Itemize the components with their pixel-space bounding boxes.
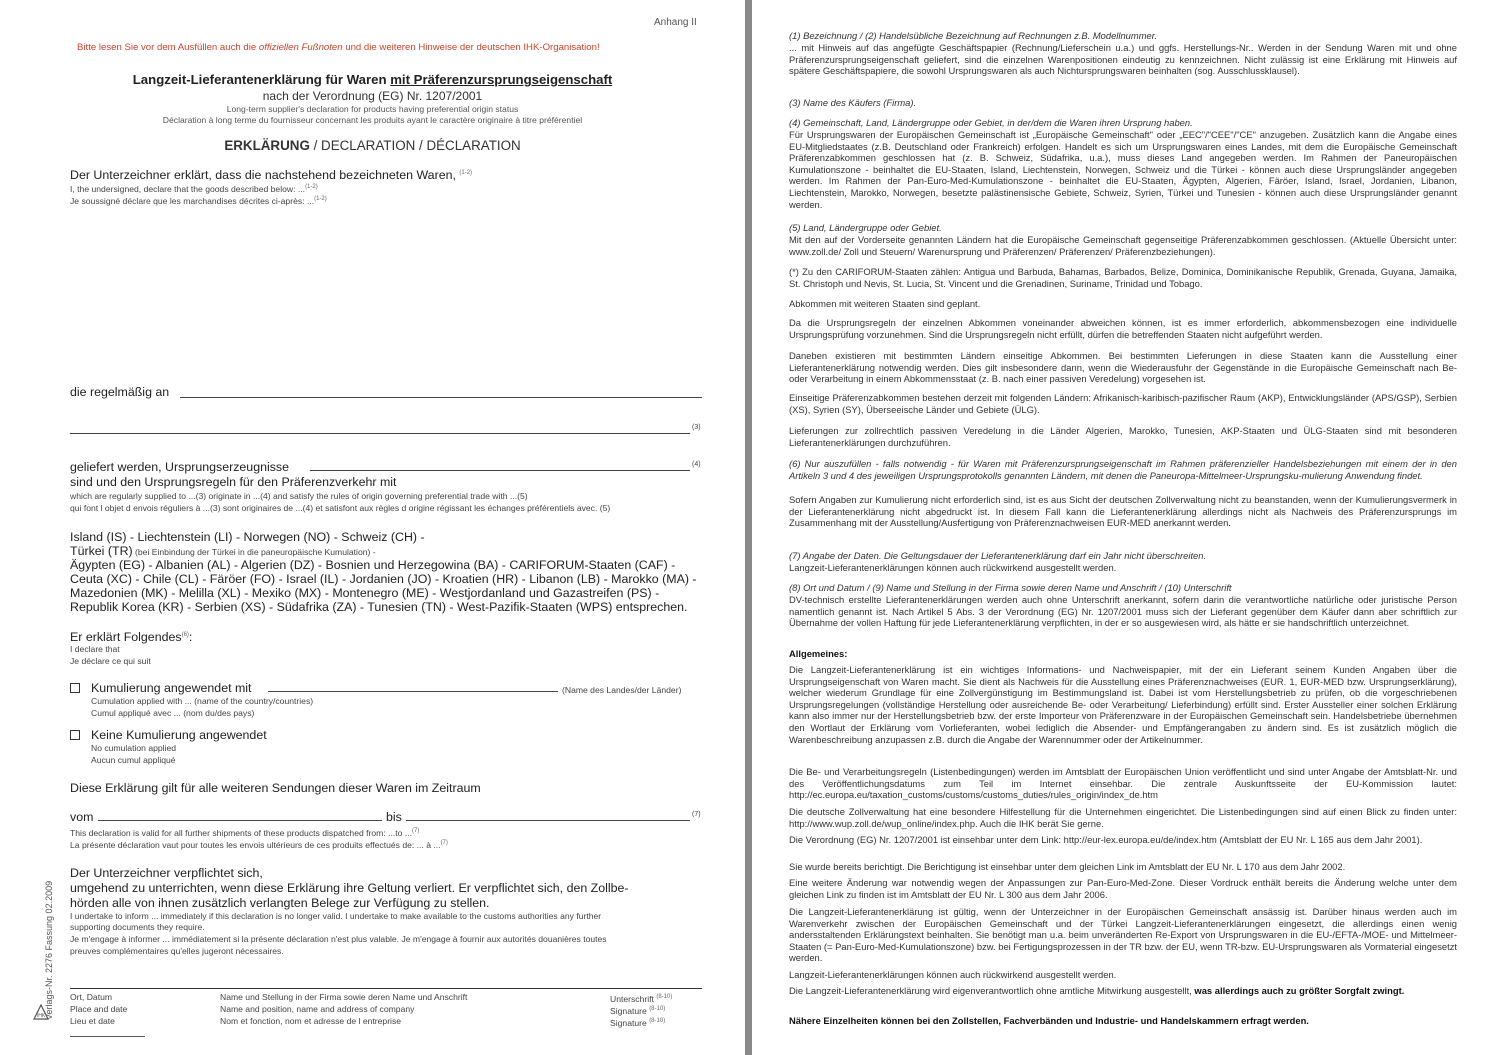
footnote-paragraph: (6) Nur auszufüllen - falls notwendig - für Waren mit Präferenzursprungseigenschaft im Rahmen präferenzieller Handelsbeziehungen mit einem der in den Artikeln 3 und 4 des jeweiligen Ursprungsprotokolls genannten Ländern, mit denen die Paneuropa-Mittelmeer-Ursprungsku-mulierung Anwendung findet.: [789, 458, 1457, 481]
declares-fr: Je déclare ce qui suit: [70, 656, 151, 666]
rules-en: which are regularly supplied to ...(3) originate in ...(4) and satisfy the rules of origin governing preferential trade with ...(5): [70, 491, 528, 501]
delivered-label: geliefert werden, Ursprungserzeugnisse: [70, 460, 290, 474]
sig-sign-de: Unterschrift $^{(8-10)}$: [610, 993, 673, 1004]
footnote-paragraph: Da die Ursprungsregeln der einzelnen Abkommen voneinander abweichen können, ist es immer erforderlich, abkommensbezogen eine individuelle Ursprungsprüfung vorzunehmen. Sind die Ursprungsregeln nicht erfüllt, dürfen die betreffenden Staaten nicht aufgeführt werden.: [789, 317, 1457, 340]
form-subtitle-fr: Déclaration à long terme du fournisseur concernant les produits ayant le caractère originaire à titre préférentiel: [162, 115, 583, 125]
footnote-paragraph: Die Be- und Verarbeitungsregeln (Listenbedingungen) werden im Amtsblatt der Europäischen Union veröffentlicht und sind unter Angabe der Amtsblatt-Nr. und des Veröffentlichungsdatums zum Teil im Internet einsehbar. Die zentrale Auskunftsseite der EU-Kommission lautet: http://ec.europa.eu/taxation_customs/customs/customs_duties/rules_origin/index_de.htm: [789, 766, 1457, 801]
declares-label: Er erklärt Folgendes$^{(6)}$:: [70, 630, 193, 645]
undertake-line-1: Der Unterzeichner verpflichtet sich,: [70, 866, 263, 880]
cumulation-note: (Name des Landes/der Länder): [562, 685, 682, 695]
footnote-7: (7): [692, 811, 701, 818]
cumulation-country-line[interactable]: [268, 691, 558, 692]
footnote-paragraph: (*) Zu den CARIFORUM-Staaten zählen: Antigua und Barbuda, Bahamas, Barbados, Belize, Dominica, Dominikanische Republik, Grenada, Guyana, Jamaika, St. Christoph und Nevis, St. Lucia, St. Vincent und die Grenadinen, Suriname, Trinidad und Tobago.: [789, 266, 1457, 289]
countries-line-1: Island (IS) - Liechtenstein (LI) - Norwegen (NO) - Schweiz (CH) -: [70, 530, 425, 544]
to-date-line[interactable]: [406, 820, 690, 821]
footnote-paragraph: Sie wurde bereits berichtigt. Die Berichtigung ist einsehbar unter dem gleichen Link im Amtsblatt der EU Nr. L 170 aus dem Jahr 2002.: [789, 861, 1346, 872]
footnote-paragraph: Lieferungen zur zollrechtlich passiven Veredelung in die Länder Algerien, Marokko, Tunesien, AKP-Staaten und ÜLG-Staaten sind mit besonderen Lieferantenerklärungen durchzuführen.: [789, 425, 1457, 448]
sig-place-fr: Lieu et date: [70, 1016, 115, 1026]
footnote-paragraph: Einseitige Präferenzabkommen bestehen derzeit mit folgenden Ländern: Afrikanisch-karibisch-pazifischer Raum (AKP), Entwicklungsländer (APS/GSP), Serbien (XS), Syrien (SY), Überseeische Länder und Gebiete (ÜLG).: [789, 392, 1457, 415]
footnote-paragraph: Die Verordnung (EG) Nr. 1207/2001 ist einsehbar unter dem Link: http://eur-lex.europa.eu/de/index.htm (Amtsblatt der EU Nr. L 165 aus dem Jahr 2001).: [789, 834, 1423, 845]
undertake-line-3: hörden alle von ihnen zusätzlich verlangten Belege zur Verfügung zu stellen.: [70, 896, 490, 910]
orange-notice: Bitte lesen Sie vor dem Ausfüllen auch die offiziellen Fußnoten und die weiteren Hinweise der deutschen IHK-Organisation!: [77, 42, 600, 53]
form-subtitle-en: Long-term supplier's declaration for products having preferential origin status: [226, 104, 519, 114]
footnote-paragraph: Mit den auf der Vorderseite genannten Ländern hat die Europäische Gemeinschaft gegenseitige Präferenzabkommen geschlossen. (Aktuelle Übersicht unter: www.zoll.de/ Zoll und Steuern/ Warenursprung und Präferenzen/ Präferenzen/ Präferenzbeziehungen).: [789, 234, 1457, 257]
page-divider: [745, 0, 752, 1055]
countries-line-3: Ägypten (EG) - Albanien (AL) - Algerien (DZ) - Bosnien und Herzegowina (BA) - CARIFORUM-Staaten (CAF) -: [70, 558, 676, 572]
goods-description-field[interactable]: [70, 205, 702, 375]
footnote-4: (4): [692, 461, 701, 468]
footnote-paragraph: (3) Name des Käufers (Firma).: [789, 97, 917, 108]
annex-label: Anhang II: [654, 17, 697, 28]
no-cumulation-label: Keine Kumulierung angewendet: [91, 728, 267, 742]
sig-sign-en: Signature $^{(8-10)}$: [610, 1005, 666, 1016]
footnote-paragraph: Abkommen mit weiteren Staaten sind geplant.: [789, 298, 981, 309]
cumulation-label: Kumulierung angewendet mit: [91, 681, 252, 695]
footnote-paragraph: (1) Bezeichnung / (2) Handelsübliche Bezeichnung auf Rechnungen z.B. Modellnummer.: [789, 30, 1158, 41]
footnote-paragraph: Daneben existieren mit bestimmten Ländern einseitige Abkommen. Bei bestimmten Lieferungen in diese Staaten kann die Ausstellung einer Lieferantenerklärung notwendig werden. Dies gilt insbesondere dann, wenn die Wiederausfuhr der Gegenstände in die Europäische Gemeinschaft nach Be- oder Verarbeitung in einem Abkommensstaat (z. B. nach einer passiven Veredelung) vorgesehen ist.: [789, 350, 1457, 385]
cumulation-en: Cumulation applied with ... (name of the country/countries): [91, 696, 314, 706]
validity-label: Diese Erklärung gilt für alle weiteren Sendungen dieser Waren im Zeitraum: [70, 781, 481, 795]
footnote-paragraph: Die Langzeit-Lieferantenerklärung wird eigenverantwortlich ohne amtliche Mitwirkung ausgestellt, was allerdings auch zu größter Sorgfalt zwingt.: [789, 985, 1405, 996]
form-front-page: [0, 0, 745, 1055]
sig-place-de: Ort, Datum: [70, 992, 113, 1002]
footnote-paragraph: Allgemeines:: [789, 648, 848, 659]
footnote-3: (3): [692, 424, 701, 431]
publisher-side-text: Verlags-Nr. 2276 Fassung 02.2009: [44, 880, 54, 1020]
footnote-paragraph: Die Langzeit-Lieferantenerklärung ist gültig, wenn der Unterzeichner in der Europäischen Gemeinschaft ansässig ist. Darüber hinaus werden auch im Warenverkehr zwischen der Europäischen Gemeinschaft und der Türkei Langzeit-Lieferantenerklärungen eingesetzt, die allerdings einen wenig andersstaltenden Erklärungstext beinhalten. Sie benötigt man u.a. beim unveränderten Re-Export von Ursprungswaren in die EU-/EFTA-/MOE- und Mittelmeer-Staaten (= Pan-Euro-Med-Kumulationszone) bzw. bei Fertigungsprozessen in der TR bzw. der EU, wenn TR-bzw. EU-Ursprungswaren als Vormaterial eingesetzt werden.: [789, 906, 1457, 964]
rules-fr: qui font l objet d envois réguliers à ...(3) sont originaires de ...(4) et satisfont aux règles d origine régissant les échanges préférentiels avec. (5): [70, 503, 611, 513]
rules-label: sind und den Ursprungsregeln für den Präferenzverkehr mit: [70, 475, 397, 489]
intro-en: I, the undersigned, declare that the goods described below: ...$^{(1-2)}$: [70, 183, 318, 194]
form-title: Langzeit-Lieferantenerklärung für Waren mit Präferenzursprungseigenschaft: [132, 72, 613, 87]
sig-name-en: Name and position, name and address of company: [220, 1004, 415, 1014]
origin-line[interactable]: [310, 470, 690, 471]
sig-name-de: Name und Stellung in der Firma sowie deren Name und Anschrift: [220, 992, 468, 1002]
no-cumulation-checkbox[interactable]: [70, 730, 80, 740]
validity-fr: La présente déclaration vaut pour toutes les envois ultérieurs de ces produits effectués de: ... à ...$^{(7)}$: [70, 839, 448, 850]
undertake-fr-1: Je m'engage à informer ... immédiatement si la présente déclaration n'est plus valable. Je m'engage à fournir aux autorités douanières toutes: [70, 934, 607, 944]
form-subtitle: nach der Verordnung (EG) Nr. 1207/2001: [262, 89, 483, 103]
countries-line-6: Republik Korea (KR) - Serbien (XS) - Südafrika (ZA) - Tunesien (TN) - West-Pazifik-Staaten (WPS) entsprechen.: [70, 600, 688, 614]
footnote-paragraph: Eine weitere Änderung war notwendig wegen der Anpassungen zur Pan-Euro-Med-Zone. Dieser Vordruck enthält bereits die Änderung welche unter dem gleichen Link zu finden ist im Amtsblatt der EU Nr. L 300 aus dem Jahr 2006.: [789, 877, 1457, 900]
regularly-label: die regelmäßig an: [70, 385, 170, 399]
footnote-paragraph: (7) Angabe der Daten. Die Geltungsdauer der Lieferantenerklärung darf ein Jahr nicht überschreiten.: [789, 550, 1207, 561]
undertake-fr-2: preuves complémentaires qu'elles jugeront nécessaires.: [70, 946, 284, 956]
footnote-paragraph: Sofern Angaben zur Kumulierung nicht erforderlich sind, ist es aus Sicht der deutschen Zollverwaltung nicht zu beanstanden, wenn der Kumulierungsvermerk in der Lieferantenerklärung nicht abgedruckt ist. In diesem Fall kann die Lieferantenerklärung allerdings nicht als Nachweis des Präferenzursprungs im Zusammenhang mit der Ausstellung/Ausfertigung von Präferenznachweisen EUR-MED anerkannt werden.: [789, 494, 1457, 529]
to-label: bis: [386, 810, 402, 824]
sig-name-fr: Nom et fonction, nom et adresse de l entreprise: [220, 1016, 402, 1026]
footnote-paragraph: Die Langzeit-Lieferantenerklärung ist ein wichtiges Informations- und Nachweispapier, mit der ein Lieferant seinem Kunden Angaben über die Ursprungseigenschaft von Waren macht. Sie dient als Nachweis für die Ausstellung eines Präferenznachweises (EUR. 1, EUR-MED bzw. Ursprungserklärung), welcher wiederum Grundlage für eine Zollvergünstigung im Bestimmungsland ist. Dabei ist vom Herstellungsbetrieb zu prüfen, ob die vorgeschriebenen Ursprungsregelungen (vollständige Herstellung oder ausreichende Be- oder Verarbeitung/ Lieferbindung) erfüllt sind. Erster Aussteller einer solchen Erklärung kann also immer nur der Herstellungsbetrieb bzw. der erste Importeur von Präferenzware in der Europäischen Gemeinschaft sein. Handelsbetriebe übernehmen den Wortlaut der Erklärung vom Vorlieferanten, wobei lediglich die Absender- und Empfängerangaben zu ändern sind. Es ist zusätzlich möglich die Warenbeschreibung anzupassen z.B. durch die Angabe der Warennummer oder der Artikelnummer.: [789, 664, 1457, 745]
declaration-heading: ERKLÄRUNG / DECLARATION / DÉCLARATION: [224, 138, 521, 153]
countries-line-2: Türkei (TR) (bei Einbindung der Türkei in die paneuropäische Kumulation) -: [70, 544, 376, 558]
footnote-paragraph: (4) Gemeinschaft, Land, Ländergruppe oder Gebiet, in der/dem die Waren ihren Ursprung haben.: [789, 117, 1193, 128]
footnote-paragraph: ... mit Hinweis auf das angefügte Geschäftspapier (Rechnung/Lieferschein u.a.) und ggfs. Herstellungs-Nr.. Werden in der Sendung Waren mit und ohne Präferenzursprungseigenschaft geliefert, sind die einzelnen Warenpositionen eindeutig zu kennzeichnen. Nicht zulässig ist eine Erklärung mit Hinweis auf spätere Geschäftspapiere, die sowohl Ursprungswaren als auch Nichtursprungswaren beinhalten (sog. Ausschlussklausel).: [789, 42, 1457, 77]
short-rule: [70, 1036, 145, 1037]
footnote-paragraph: (8) Ort und Datum / (9) Name und Stellung in der Firma sowie deren Name und Anschrift / (10) Unterschrift: [789, 582, 1232, 593]
countries-line-4: Ceuta (XC) - Chile (CL) - Färöer (FO) - Israel (IL) - Jordanien (JO) - Kroatien (HR) - Libanon (LB) - Marokko (MA) -: [70, 572, 697, 586]
intro-fr: Je soussigné déclare que les marchandises décrites ci-après: ...$^{(1-2)}$: [70, 195, 327, 206]
validity-en: This declaration is valid for all further shipments of these products dispatched from: ...to ...$^{(7)}$: [70, 827, 420, 838]
no-cumulation-en: No cumulation applied: [91, 743, 177, 753]
from-date-line[interactable]: [98, 820, 382, 821]
no-cumulation-fr: Aucun cumul appliqué: [91, 755, 176, 765]
footnote-paragraph: DV-technisch erstellte Lieferantenerklärungen werden auch ohne Unterschrift anerkannt, sofern darin die verantwortliche natürliche oder juristische Person namentlich genannt ist. Nach Artikel 5 Abs. 3 der Verordnung (EG) Nr. 1207/2001 muss sich der Lieferant gegenüber dem Käufer dann aber schriftlich zur Übernahme der vollen Haftung für jede Lieferantenerklärung verpflichten, in der er so ausgewiesen wird, als hätte er sie handschriftlich unterzeichnet.: [789, 594, 1457, 629]
countries-line-5: Mazedonien (MK) - Melilla (XL) - Mexiko (MX) - Montenegro (ME) - Westjordanland und Gazastreifen (PS) -: [70, 586, 660, 600]
recipient-line-2[interactable]: [70, 433, 690, 434]
undertake-line-2: umgehend zu unterrichten, wenn diese Erklärung ihre Geltung verliert. Er verpflichtet sich, den Zollbe-: [70, 881, 629, 895]
cumulation-fr: Cumul appliqué avec ... (nom du/des pays): [91, 708, 255, 718]
intro-de: Der Unterzeichner erklärt, dass die nachstehend bezeichneten Waren, $^{(1-2)}$: [70, 168, 473, 183]
declares-en: I declare that: [70, 644, 120, 654]
ihk-logo-icon: [33, 1004, 49, 1020]
undertake-en-2: supporting documents they require.: [70, 922, 205, 932]
sig-place-en: Place and date: [70, 1004, 128, 1014]
footnote-paragraph: Langzeit-Lieferantenerklärungen können auch rückwirkend ausgestellt werden.: [789, 562, 1117, 573]
cumulation-checkbox[interactable]: [70, 683, 80, 693]
undertake-en-1: I undertake to inform ... immediately if this declaration is no longer valid. I undertake to make available to the customs authorities any further: [70, 911, 602, 921]
footnote-paragraph: Nähere Einzelheiten können bei den Zollstellen, Fachverbänden und Industrie- und Handelskammern erfragt werden.: [789, 1015, 1309, 1026]
svg-text:IHK: IHK: [36, 1013, 46, 1019]
from-label: vom: [70, 810, 94, 824]
footnote-paragraph: Langzeit-Lieferantenerklärungen können auch rückwirkend ausgestellt werden.: [789, 969, 1117, 980]
recipient-line-1[interactable]: [180, 397, 702, 398]
signature-rule: [70, 988, 702, 989]
footnote-paragraph: (5) Land, Ländergruppe oder Gebiet.: [789, 222, 942, 233]
footnote-paragraph: Die deutsche Zollverwaltung hat eine besondere Hilfestellung für die Unternehmen eingerichtet. Die Listenbedingungen sind auf einen Blick zu finden unter: http://www.wup.zoll.de/wup_online/index.php. Auch die IHK berät Sie gerne.: [789, 806, 1457, 829]
form-back-page: [752, 0, 1500, 1055]
footnote-paragraph: Für Ursprungswaren der Europäischen Gemeinschaft ist „Europäische Gemeinschaft" oder „EEC"/"CEE"/"CE" anzugeben. Zusätzlich kann die Angabe eines EU-Mitgliedstaates (z.B. Deutschland oder Frankreich) erfolgen. Handelt es sich um Ursprungswaren eines Landes, mit dem die Europäische Gemeinschaft Präferenzabkommen geschlossen hat (z. B. Schweiz, Südafrika, u.a.), muss dieses Land angegeben werden. Im Rahmen der Paneuropäischen Kumulationszone - beinhaltet die EU-Staaten, Island, Liechtenstein, Norwegen, Schweiz und die Türkei - können auch diese Ursprungsländer angegeben werden. Im Rahmen der Pan-Euro-Med-Kumulationszone - beinhaltet die EU-Staaten, Ägypten, Algerien, Färöer, Island, Israel, Jordanien, Libanon, Liechtenstein, Marokko, Norwegen, besetzte palästinensische Gebiete, Schweiz, Syrien, Türkei und Tunesien - können auch diese Ursprungsländer genannt werden.: [789, 129, 1457, 210]
sig-sign-fr: Signature $^{(8-10)}$: [610, 1017, 666, 1028]
